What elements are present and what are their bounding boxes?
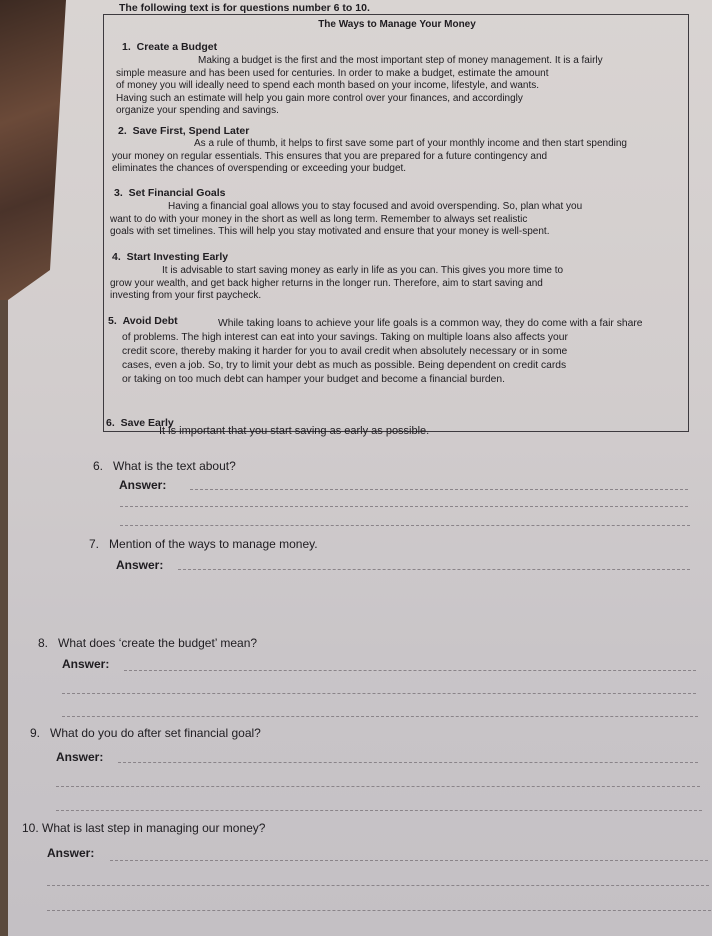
answer-line[interactable] [56, 786, 700, 787]
answer-line[interactable] [118, 762, 698, 763]
answer-line[interactable] [190, 489, 688, 490]
section-heading: 5. Avoid Debt [108, 315, 178, 327]
section-paragraph: It is important that you start saving as early as possible. [159, 425, 430, 437]
answer-label: Answer: [56, 750, 104, 764]
section-heading: 4. Start Investing Early [112, 251, 229, 263]
section-paragraph: It is advisable to start saving money as early in life as you can. This gives you more time to grow your wealth, and get back higher returns in the longer run. Therefore, aim to start saving and investing from your first paycheck. [110, 265, 564, 302]
answer-line[interactable] [120, 506, 688, 507]
section-heading: 1. Create a Budget [122, 41, 218, 53]
question-9: 9. What do you do after set financial goal? [30, 726, 261, 740]
answer-line[interactable] [124, 670, 696, 671]
section-heading: 6. Save Early [106, 417, 174, 429]
answer-line[interactable] [110, 860, 708, 861]
answer-line[interactable] [62, 716, 698, 717]
answer-line[interactable] [47, 885, 709, 886]
answer-line[interactable] [56, 810, 702, 811]
question-8: 8. What does ‘create the budget’ mean? [38, 636, 258, 650]
question-10: 10. What is last step in managing our money? [22, 821, 266, 835]
answer-line[interactable] [62, 693, 696, 694]
section-paragraph: As a rule of thumb, it helps to first save some part of your monthly income and then start spending your money on regular essentials. This ensures that you are prepared for a future contingency and eliminates the chances of overspending or exceeding your budget. [112, 138, 627, 175]
answer-line[interactable] [178, 569, 690, 570]
reading-text-box [103, 14, 689, 432]
text-title: The Ways to Manage Your Money [318, 19, 476, 30]
section-paragraph: Making a budget is the first and the most important step of money management. It is a fairly simple measure and has been used for centuries. In order to make a budget, estimate the amount of money you will ideally need to spend each month based on your income, lifestyle, and wants. Having such an estimate will help you gain more control over your finances, and accordingly organize your spending and savings. [116, 55, 603, 117]
section-paragraph: While taking loans to achieve your life goals is a common way, they do come with a fair share of problems. The high interest can eat into your savings. Taking on multiple loans also affects your credit score, thereby making it harder for you to avail credit when absolutely necessary or in some cases, even a job. So, try to limit your debt as much as possible. Being dependent on credit cards or taking on too much debt can hamper your budget and become a financial burden. [122, 318, 643, 385]
answer-label: Answer: [47, 846, 95, 860]
section-heading: 3. Set Financial Goals [114, 187, 226, 199]
intro-instruction: The following text is for questions number 6 to 10. [119, 2, 370, 14]
answer-label: Answer: [119, 478, 167, 492]
answer-label: Answer: [62, 657, 110, 671]
answer-label: Answer: [116, 558, 164, 572]
answer-line[interactable] [47, 910, 711, 911]
question-7: 7. Mention of the ways to manage money. [89, 537, 318, 551]
section-paragraph: Having a financial goal allows you to stay focused and avoid overspending. So, plan what you want to do with your money in the short as well as long term. Remember to always set realistic goals with set timelines. This will help you stay motivated and ensure that your money is well-spent. [110, 201, 583, 238]
section-heading: 2. Save First, Spend Later [118, 125, 250, 137]
answer-line[interactable] [120, 525, 690, 526]
question-6: 6. What is the text about? [93, 459, 236, 473]
